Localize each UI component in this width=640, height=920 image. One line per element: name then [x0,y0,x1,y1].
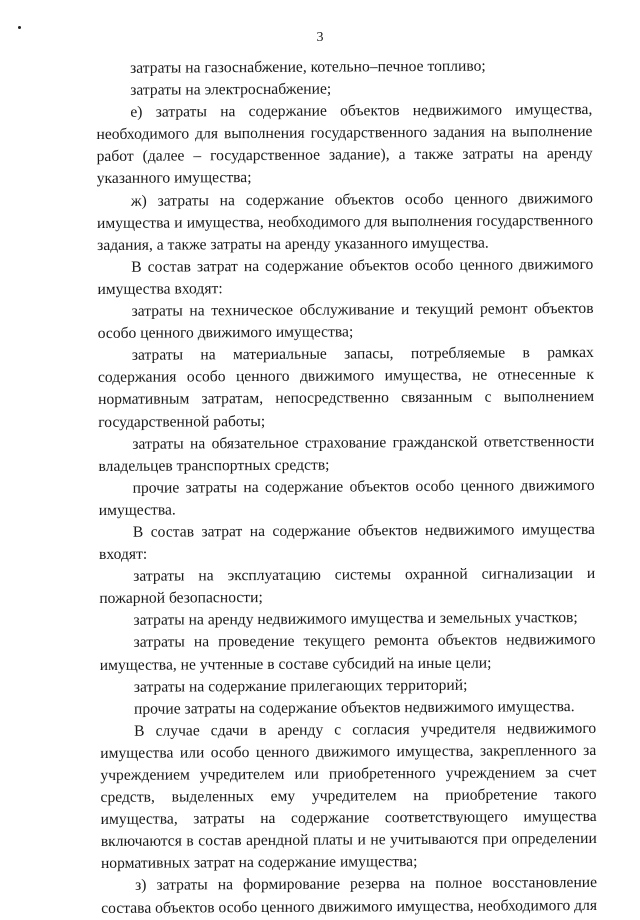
paragraph: ж) затраты на содержание объектов особо ценного движимого имущества и имущества, необходимого для выполнения государственного задания, а также затраты на аренду указанного имущества. [96,189,594,254]
paragraph: затраты на эксплуатацию системы охранной сигнализации и пожарной безопасности; [99,565,596,608]
paragraph: е) затраты на содержание объектов недвижимого имущества, необходимого для выполнения государственного задания на выполнение работ (далее – государственное задание), а также затраты на аренду указанного имущества; [96,101,593,188]
paragraph: В случае сдачи в аренду с согласия учредителя недвижимого имущества или особо ценного движимого имущества, закрепленного за учреждением учредителем или приобретенного учреждением за счет средств, выделенных ему учредителем на приобретение такого имущества, затраты на содержание соответствующего имущества включаются в состав арендной платы и не учитываются при определении нормативных затрат на содержание имущества; [100,719,597,873]
paragraph: затраты на обязательное страхование гражданской ответственности владельцев транспортных средств; [98,432,595,475]
paragraph: прочие затраты на содержание объектов особо ценного движимого имущества. [98,476,595,519]
paragraph: прочие затраты на содержание объектов недвижимого имущества. [133,697,575,718]
page-number: 3 [316,30,324,45]
paragraph: затраты на аренду недвижимого имущества и земельных участков; [133,609,578,630]
paragraph: затраты на содержание прилегающих территорий; [133,676,468,696]
body-text [96,55,597,920]
paragraph: В состав затрат на содержание объектов особо ценного движимого имущества входят: [97,255,594,298]
paragraph: затраты на газоснабжение, котельно–печное топливо; [130,57,486,77]
paragraph: затраты на проведение текущего ремонта объектов недвижимого имущества, не учтенные в составе субсидий на иные цели; [99,631,596,674]
paragraph: затраты на электроснабжение; [130,80,332,99]
scan-dot [18,26,21,29]
paragraph: затраты на материальные запасы, потребляемые в рамках содержания особо ценного движимого имущества, не отнесенные к нормативным затратам, непосредственно связанным с выполнением государственной работы; [97,344,595,431]
paragraph: затраты на техническое обслуживание и текущий ремонт объектов особо ценного движимого имущества; [97,299,594,343]
paragraph: з) затраты на формирование резерва на полное восстановление состава объектов особо ценного движимого имущества, необходимого для [101,874,598,917]
paragraph: В состав затрат на содержание объектов недвижимого имущества входят: [98,520,595,564]
